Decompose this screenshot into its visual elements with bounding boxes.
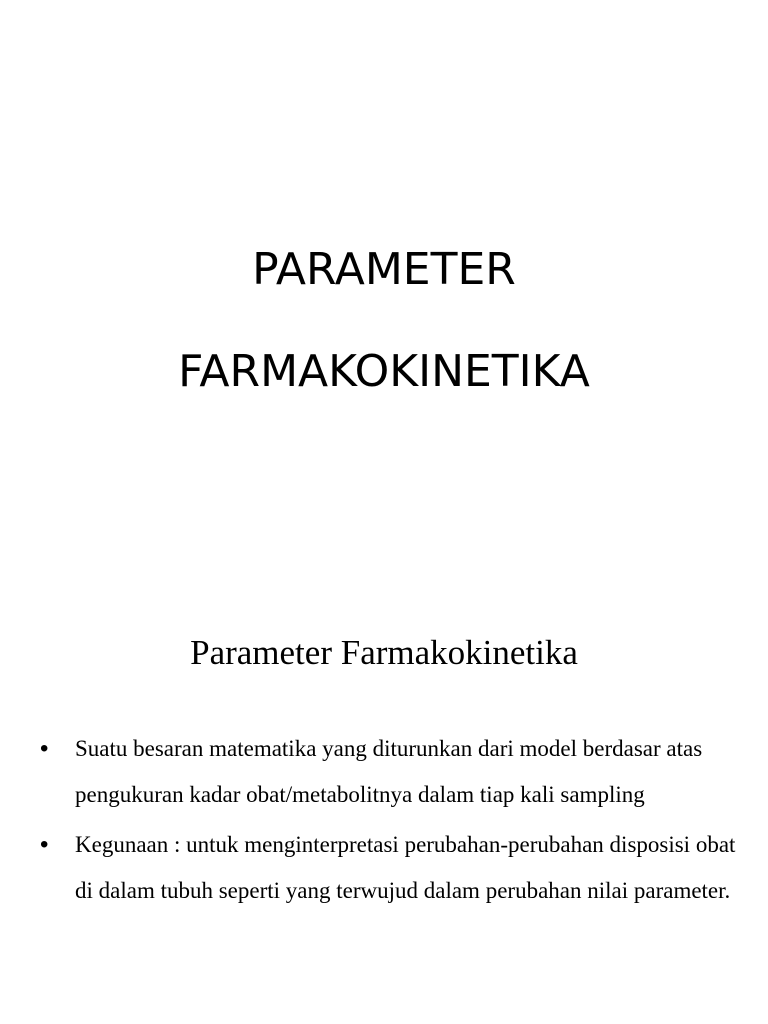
bullet-icon: • — [40, 831, 49, 858]
bullet-icon: • — [40, 735, 49, 762]
slide-title-line-1: PARAMETER — [252, 244, 516, 295]
bullet-list — [36, 726, 738, 914]
bullet-text: Suatu besaran matematika yang diturunkan dari model berdasar atas pengukuran kadar obat/metabolitnya dalam tiap kali sampling — [75, 736, 703, 807]
content-slide — [0, 560, 768, 1024]
bullet-item — [36, 726, 738, 818]
content-slide-title: Parameter Farmakokinetika — [190, 633, 578, 672]
bullet-item — [36, 822, 738, 914]
bullet-text: Kegunaan : untuk menginterpretasi perubahan-perubahan disposisi obat di dalam tubuh seperti yang terwujud dalam perubahan nilai parameter. — [75, 832, 736, 903]
slide-title-line-2: FARMAKOKINETIKA — [178, 346, 590, 397]
